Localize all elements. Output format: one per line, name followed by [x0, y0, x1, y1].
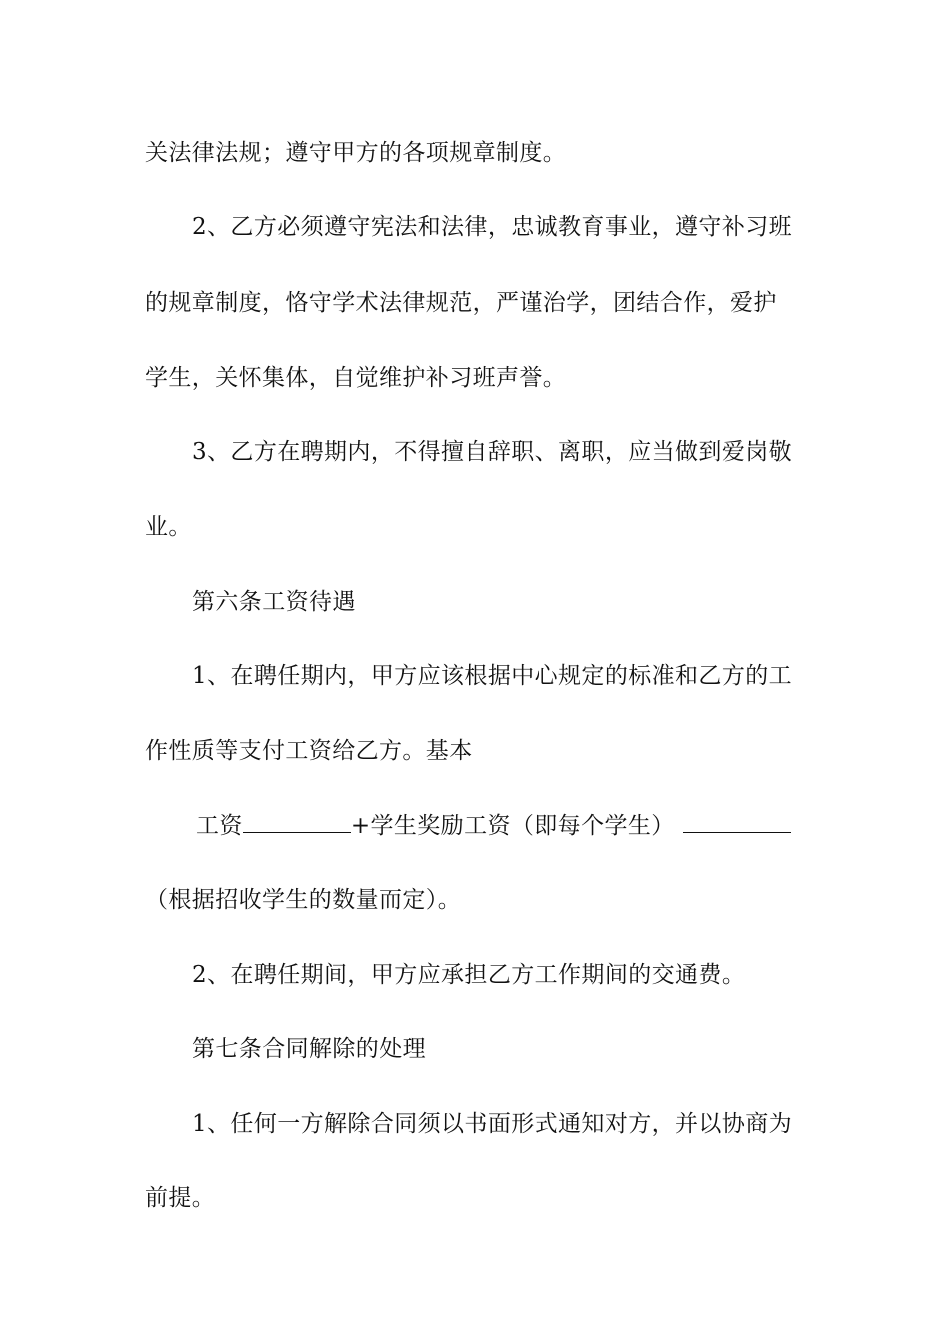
paragraph-line: （根据招收学生的数量而定）。 — [145, 887, 462, 913]
paragraph-line: 2、乙方必须遵守宪法和法律，忠诚教育事业，遵守补习班 — [192, 214, 793, 240]
bonus-label: +学生奖励工资（即每个学生） — [350, 813, 675, 839]
section-heading: 第七条合同解除的处理 — [192, 1036, 426, 1062]
paragraph-line: 业。 — [145, 514, 192, 540]
paragraph-line: 前提。 — [145, 1185, 216, 1211]
paragraph-line: 学生，关怀集体，自觉维护补习班声誉。 — [145, 365, 567, 391]
salary-formula-line — [196, 810, 791, 841]
paragraph-line: 1、在聘任期内，甲方应该根据中心规定的标准和乙方的工 — [192, 663, 793, 689]
bonus-salary-blank[interactable] — [683, 810, 791, 833]
salary-label: 工资 — [196, 813, 243, 839]
paragraph-line: 作性质等支付工资给乙方。基本 — [145, 738, 473, 764]
paragraph-line: 3、乙方在聘期内，不得擅自辞职、离职，应当做到爱岗敬 — [192, 439, 793, 465]
paragraph-line: 2、在聘任期间，甲方应承担乙方工作期间的交通费。 — [192, 962, 746, 988]
paragraph-line: 的规章制度，恪守学术法律规范，严谨治学，团结合作，爱护 — [145, 290, 777, 316]
base-salary-blank[interactable] — [243, 810, 351, 833]
section-heading: 第六条工资待遇 — [192, 589, 356, 615]
paragraph-line: 1、任何一方解除合同须以书面形式通知对方，并以协商为 — [192, 1111, 793, 1137]
paragraph-line: 关法律法规；遵守甲方的各项规章制度。 — [145, 140, 567, 166]
